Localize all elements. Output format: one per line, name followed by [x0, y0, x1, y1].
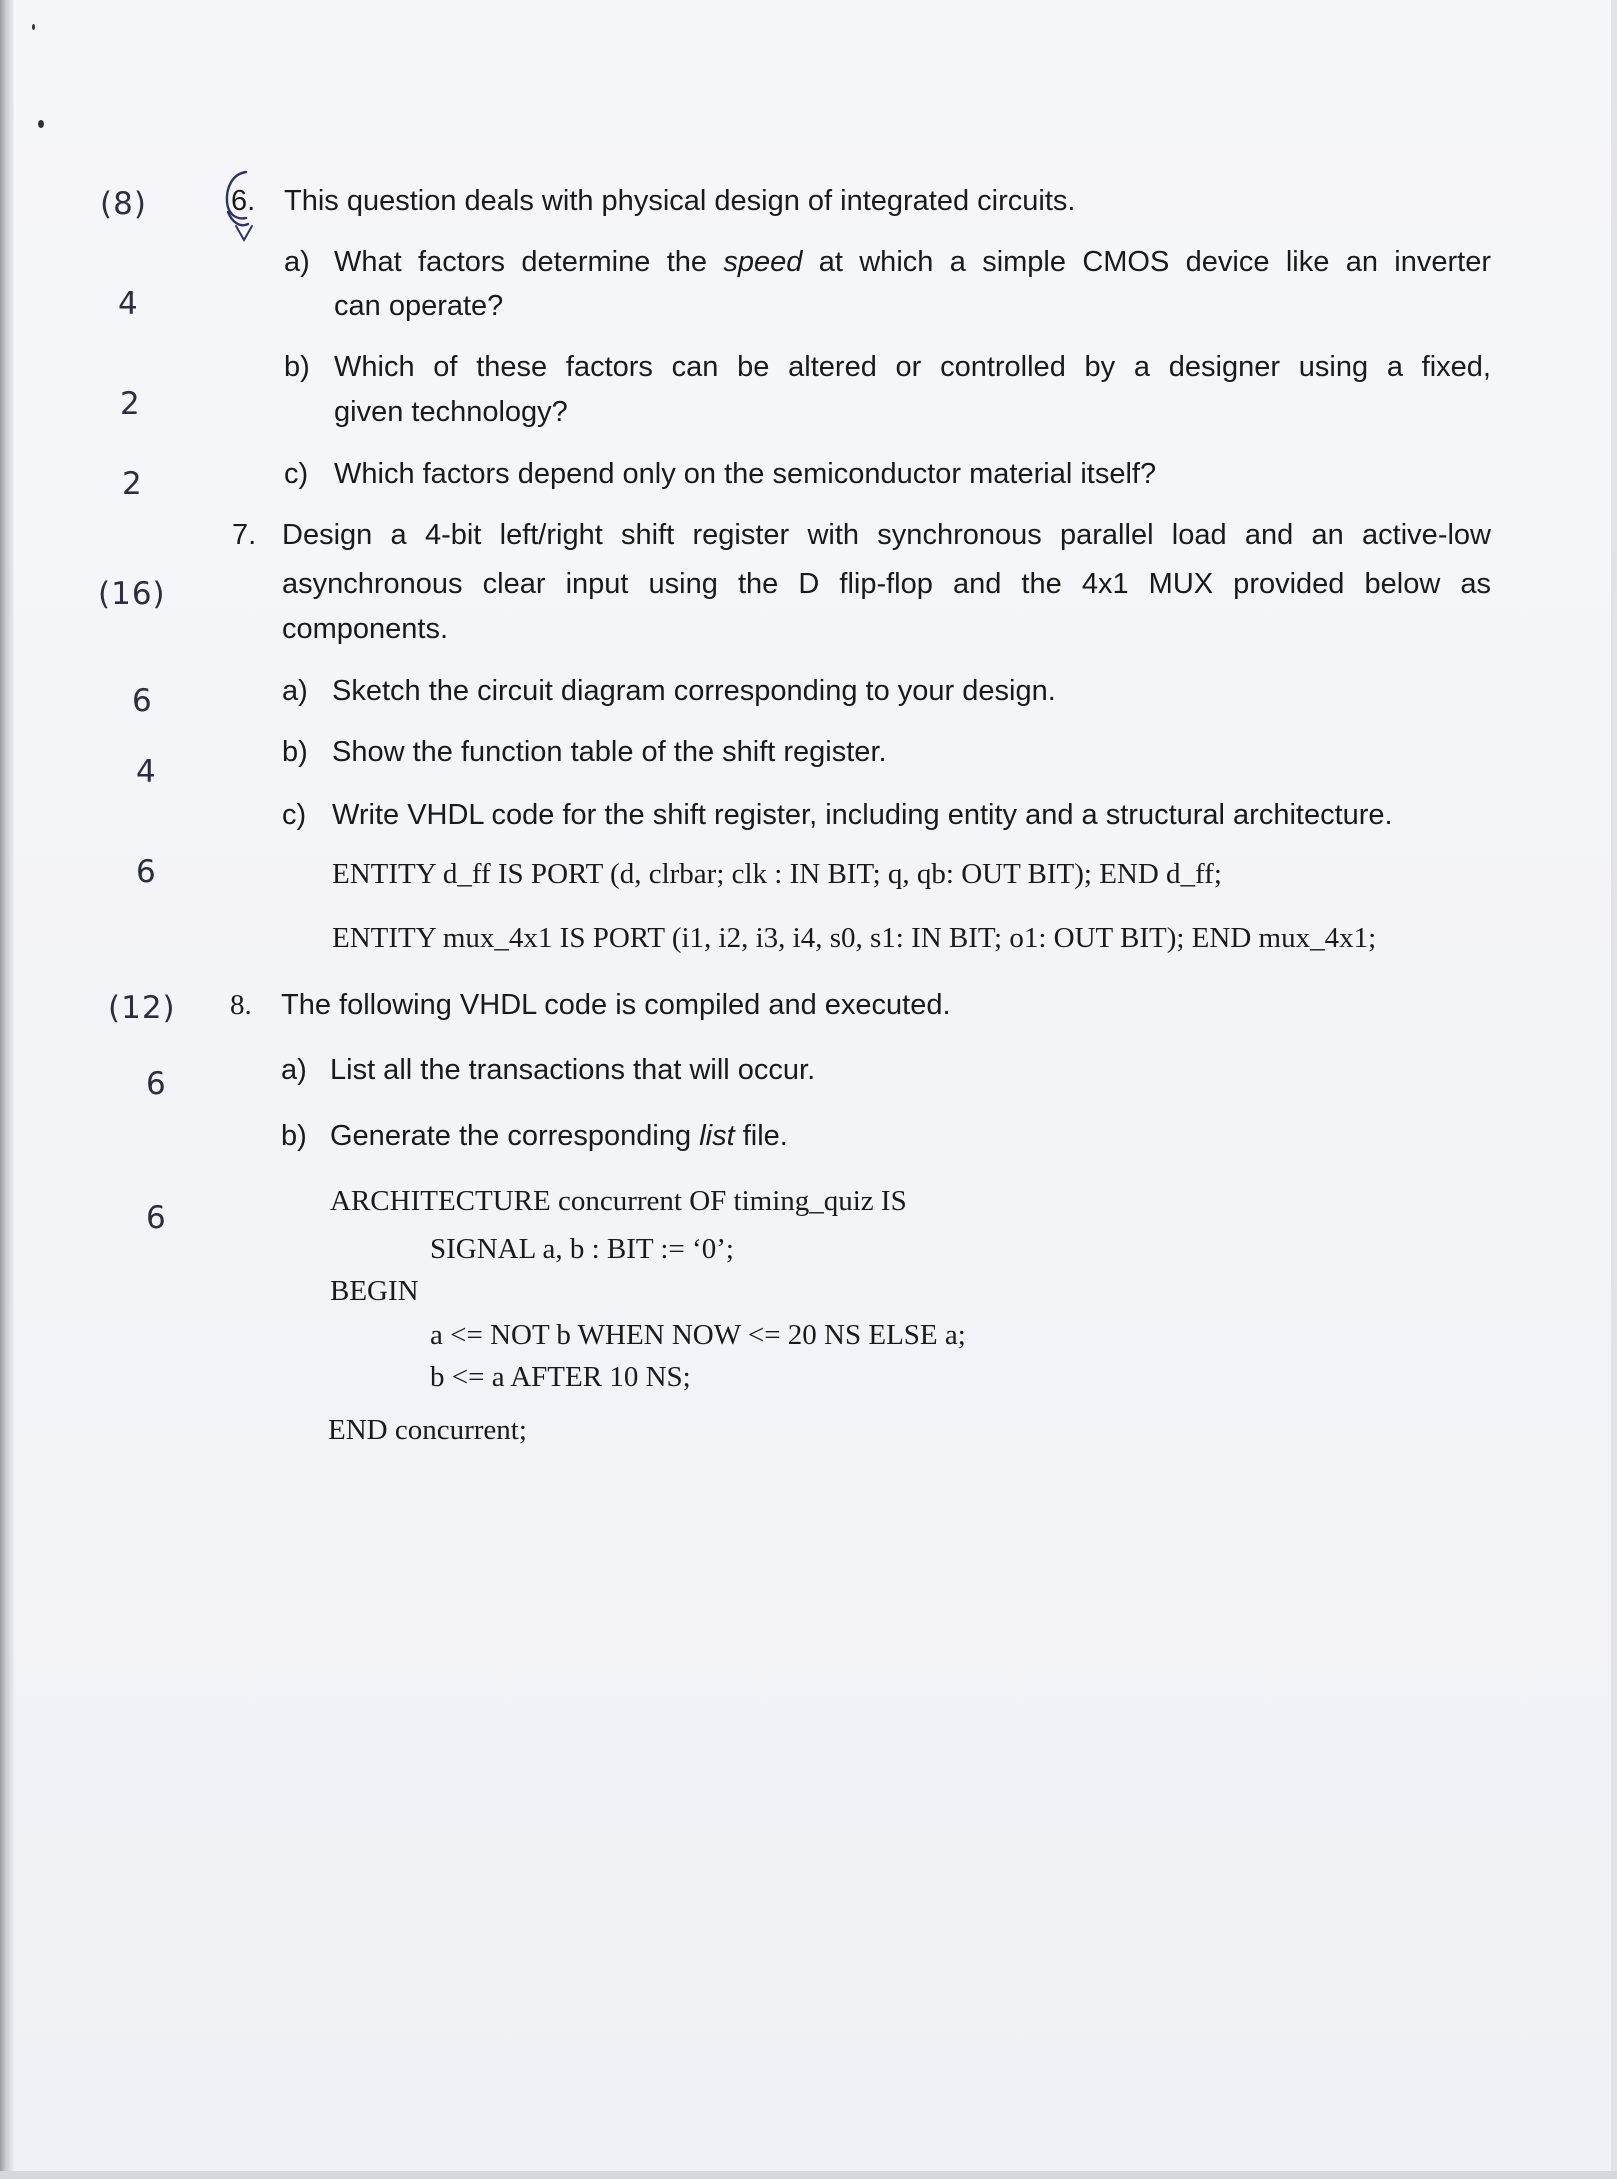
q7-stem-line3: components. [282, 613, 449, 645]
scan-speck [32, 24, 35, 30]
mark-q6b: 2 [120, 386, 141, 422]
q8-stem: The following VHDL code is compiled and executed. [281, 989, 951, 1021]
mark-q8-total: (12) [108, 990, 176, 1026]
mark-q7c: 6 [136, 854, 157, 890]
q6b-line1: Which of these factors can be altered or controlled by a designer using a fixed, [334, 351, 1491, 383]
q6b-line2: given technology? [334, 396, 568, 428]
question-number-7: 7. [232, 519, 257, 551]
q6a-line1 [334, 239, 1491, 285]
mark-q7-total: (16) [98, 576, 166, 612]
q8a-text: List all the transactions that will occur. [330, 1054, 816, 1086]
mark-q7b: 4 [136, 754, 157, 790]
q6c-label: c) [284, 458, 309, 490]
q8b-text [330, 1119, 788, 1153]
q8a-label: a) [281, 1054, 307, 1086]
q8-code-line: END concurrent; [328, 1414, 527, 1446]
q6a-line2: can operate? [334, 290, 504, 322]
q7-code-dff-entity: ENTITY d_ff IS PORT (d, clrbar; clk : IN BIT; q, qb: OUT BIT); END d_ff; [332, 858, 1222, 890]
q8b-text-post: file. [734, 1120, 788, 1152]
q8b-text-pre: Generate the corresponding [330, 1120, 700, 1152]
q8-code-line: BEGIN [330, 1275, 419, 1307]
mark-q6-total: (8) [100, 186, 147, 222]
q7-stem-line2: asynchronous clear input using the D flip-flop and the 4x1 MUX provided below as [282, 568, 1491, 600]
mark-q8a: 6 [146, 1066, 167, 1102]
q6c-text: Which factors depend only on the semiconductor material itself? [334, 458, 1157, 490]
mark-q7a: 6 [132, 683, 153, 719]
q6b-label: b) [284, 351, 310, 383]
q6a-label: a) [284, 246, 310, 278]
mark-q6a: 4 [118, 286, 139, 322]
q7b-label: b) [282, 736, 308, 768]
q7-stem-line1: Design a 4-bit left/right shift register with synchronous parallel load and an active-low [282, 519, 1491, 551]
mark-q6c: 2 [122, 466, 143, 502]
scan-edge-bottom [0, 2171, 1617, 2179]
q6a-text-em: speed [723, 246, 803, 278]
q8-code-line: b <= a AFTER 10 NS; [430, 1361, 691, 1393]
q7-code-mux-entity: ENTITY mux_4x1 IS PORT (i1, i2, i3, i4, s0, s1: IN BIT; o1: OUT BIT); END mux_4x1; [332, 922, 1377, 954]
scan-edge-left [0, 0, 14, 2179]
q8b-text-em: list [699, 1120, 735, 1152]
q7c-text: Write VHDL code for the shift register, including entity and a structural architecture. [332, 799, 1393, 831]
q8-code-line: ARCHITECTURE concurrent OF timing_quiz IS [330, 1185, 907, 1217]
q7c-label: c) [282, 799, 307, 831]
q7a-label: a) [282, 675, 308, 707]
q6-stem: This question deals with physical design of integrated circuits. [284, 185, 1076, 217]
q8-code-line: SIGNAL a, b : BIT := ‘0’; [430, 1233, 734, 1265]
q7a-text: Sketch the circuit diagram corresponding to your design. [332, 675, 1056, 707]
mark-q8b: 6 [146, 1200, 167, 1236]
q6a-text-post: at which a simple CMOS device like an inverter [802, 246, 1491, 278]
question-number-8: 8. [230, 989, 252, 1021]
q7b-text: Show the function table of the shift register. [332, 736, 887, 768]
scan-speck [38, 120, 44, 128]
scan-edge-right [1611, 0, 1617, 2179]
q8-code-line: a <= NOT b WHEN NOW <= 20 NS ELSE a; [430, 1319, 966, 1351]
q8b-label: b) [281, 1120, 307, 1152]
question-number-6: 6. [231, 185, 256, 217]
q6a-text-pre: What factors determine the [334, 246, 724, 278]
